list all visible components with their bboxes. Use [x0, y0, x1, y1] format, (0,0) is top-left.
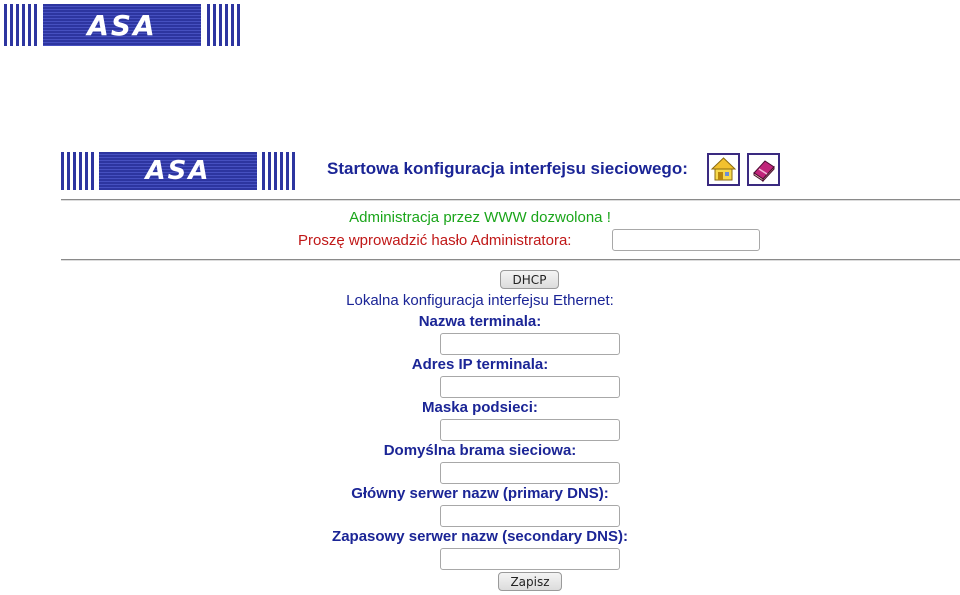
- gateway-input[interactable]: [440, 462, 620, 484]
- header-logo-text: ASA: [145, 156, 211, 186]
- dhcp-button[interactable]: DHCP: [500, 270, 559, 289]
- page-title: Startowa konfiguracja interfejsu sieciowego:: [327, 159, 688, 178]
- gateway-label: Domyślna brama sieciowa:: [383, 442, 577, 459]
- subnet-mask-input[interactable]: [440, 419, 620, 441]
- ip-address-input[interactable]: [440, 376, 620, 398]
- primary-dns-input[interactable]: [440, 505, 620, 527]
- divider-top: [61, 199, 960, 201]
- password-input[interactable]: [612, 229, 760, 251]
- logo-text: ASA: [87, 8, 157, 42]
- divider-middle: [61, 259, 960, 261]
- primary-dns-label: Główny serwer nazw (primary DNS):: [351, 485, 609, 502]
- www-status: Administracja przez WWW dozwolona !: [349, 209, 611, 226]
- home-icon[interactable]: [707, 153, 740, 186]
- save-button[interactable]: Zapisz: [498, 572, 562, 591]
- subnet-mask-label: Maska podsieci:: [422, 399, 538, 416]
- terminal-name-input[interactable]: [440, 333, 620, 355]
- section-title: Lokalna konfiguracja interfejsu Ethernet:: [346, 292, 614, 309]
- book-icon[interactable]: [747, 153, 780, 186]
- password-label: Proszę wprowadzić hasło Administratora:: [298, 232, 572, 249]
- header-logo: [61, 152, 295, 190]
- ip-address-label: Adres IP terminala:: [411, 356, 549, 373]
- secondary-dns-input[interactable]: [440, 548, 620, 570]
- top-logo: [4, 4, 240, 46]
- terminal-name-label: Nazwa terminala:: [418, 313, 542, 330]
- secondary-dns-label: Zapasowy serwer nazw (secondary DNS):: [332, 528, 628, 545]
